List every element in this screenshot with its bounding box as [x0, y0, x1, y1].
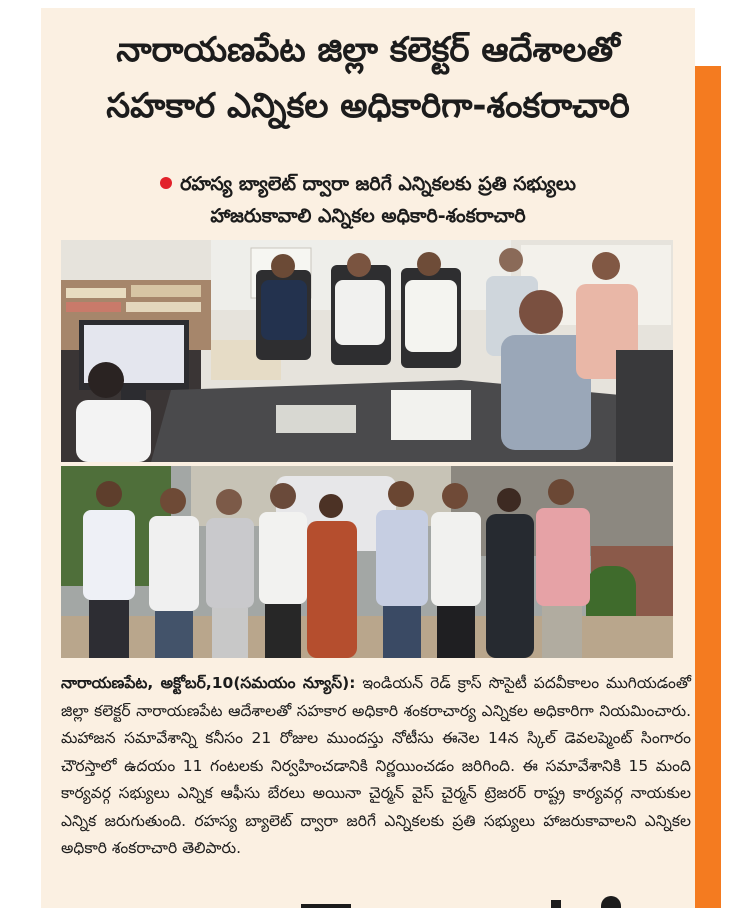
subheading-line-2: హాజరుకావాలి ఎన్నికల అధికారి-శంకరాచారి — [210, 205, 526, 227]
news-clipping — [41, 8, 695, 908]
subheading-line-1-text: రహస్య బ్యాలెట్ ద్వారా జరిగే ఎన్నికలకు ప్రతి సభ్యులు — [180, 173, 576, 195]
headline — [41, 22, 695, 134]
bullet-icon — [160, 177, 172, 189]
dateline: నారాయణపేట, అక్టోబర్,10(సమయం న్యూస్): — [61, 674, 356, 692]
subheading — [41, 168, 695, 232]
headline-line-1: నారాయణపేట జిల్లా కలెక్టర్ ఆదేశాలతో — [116, 30, 620, 70]
article-body-text: ఇండియన్ రెడ్ క్రాస్ సొసైటీ పదవీకాలం ముగియడంతో జిల్లా కలెక్టర్ నారాయణపేట ఆదేశాలతో సహకార అధికారి శంకరాచార్య ఎన్నికల అధికారిగా నియమించారు. మహాజన సమావేశాన్ని కనీసం 21 రోజుల ముందస్తు నోటీసు ఈనెల 14న స్కిల్ డెవలప్మెంట్ సింగారం చౌరస్తాలో ఉదయం 11 గంటలకు నిర్వహించడానికి నిర్ణయించడం జరిగింది. ఈ సమావేశానికి 15 మంది కార్యవర్గ సభ్యులు ఎన్నిక ఆఫీసు బేరలు అయినా చైర్మన్ వైస్ చైర్మన్ ట్రెజరర్ రాష్ట్ర కార్యవర్గ నాయకుల ఎన్నిక జరుగుతుంది. రహస్య బ్యాలెట్ ద్వారా జరిగే ఎన్నికలకు ప్రతి సభ్యులు హాజరుకావాలని ఎన్నికల అధికారి శంకరాచారి తెలిపారు. — [61, 674, 691, 857]
article-body — [61, 670, 691, 863]
subheading-line-1 — [41, 168, 695, 200]
next-headline-fragment — [301, 896, 695, 908]
photo-office-meeting — [61, 240, 673, 462]
orange-accent-bar — [695, 66, 721, 908]
headline-line-2: సహకార ఎన్నికల అధికారిగా-శంకరాచారి — [106, 86, 630, 126]
photo-group-outdoors — [61, 466, 673, 658]
